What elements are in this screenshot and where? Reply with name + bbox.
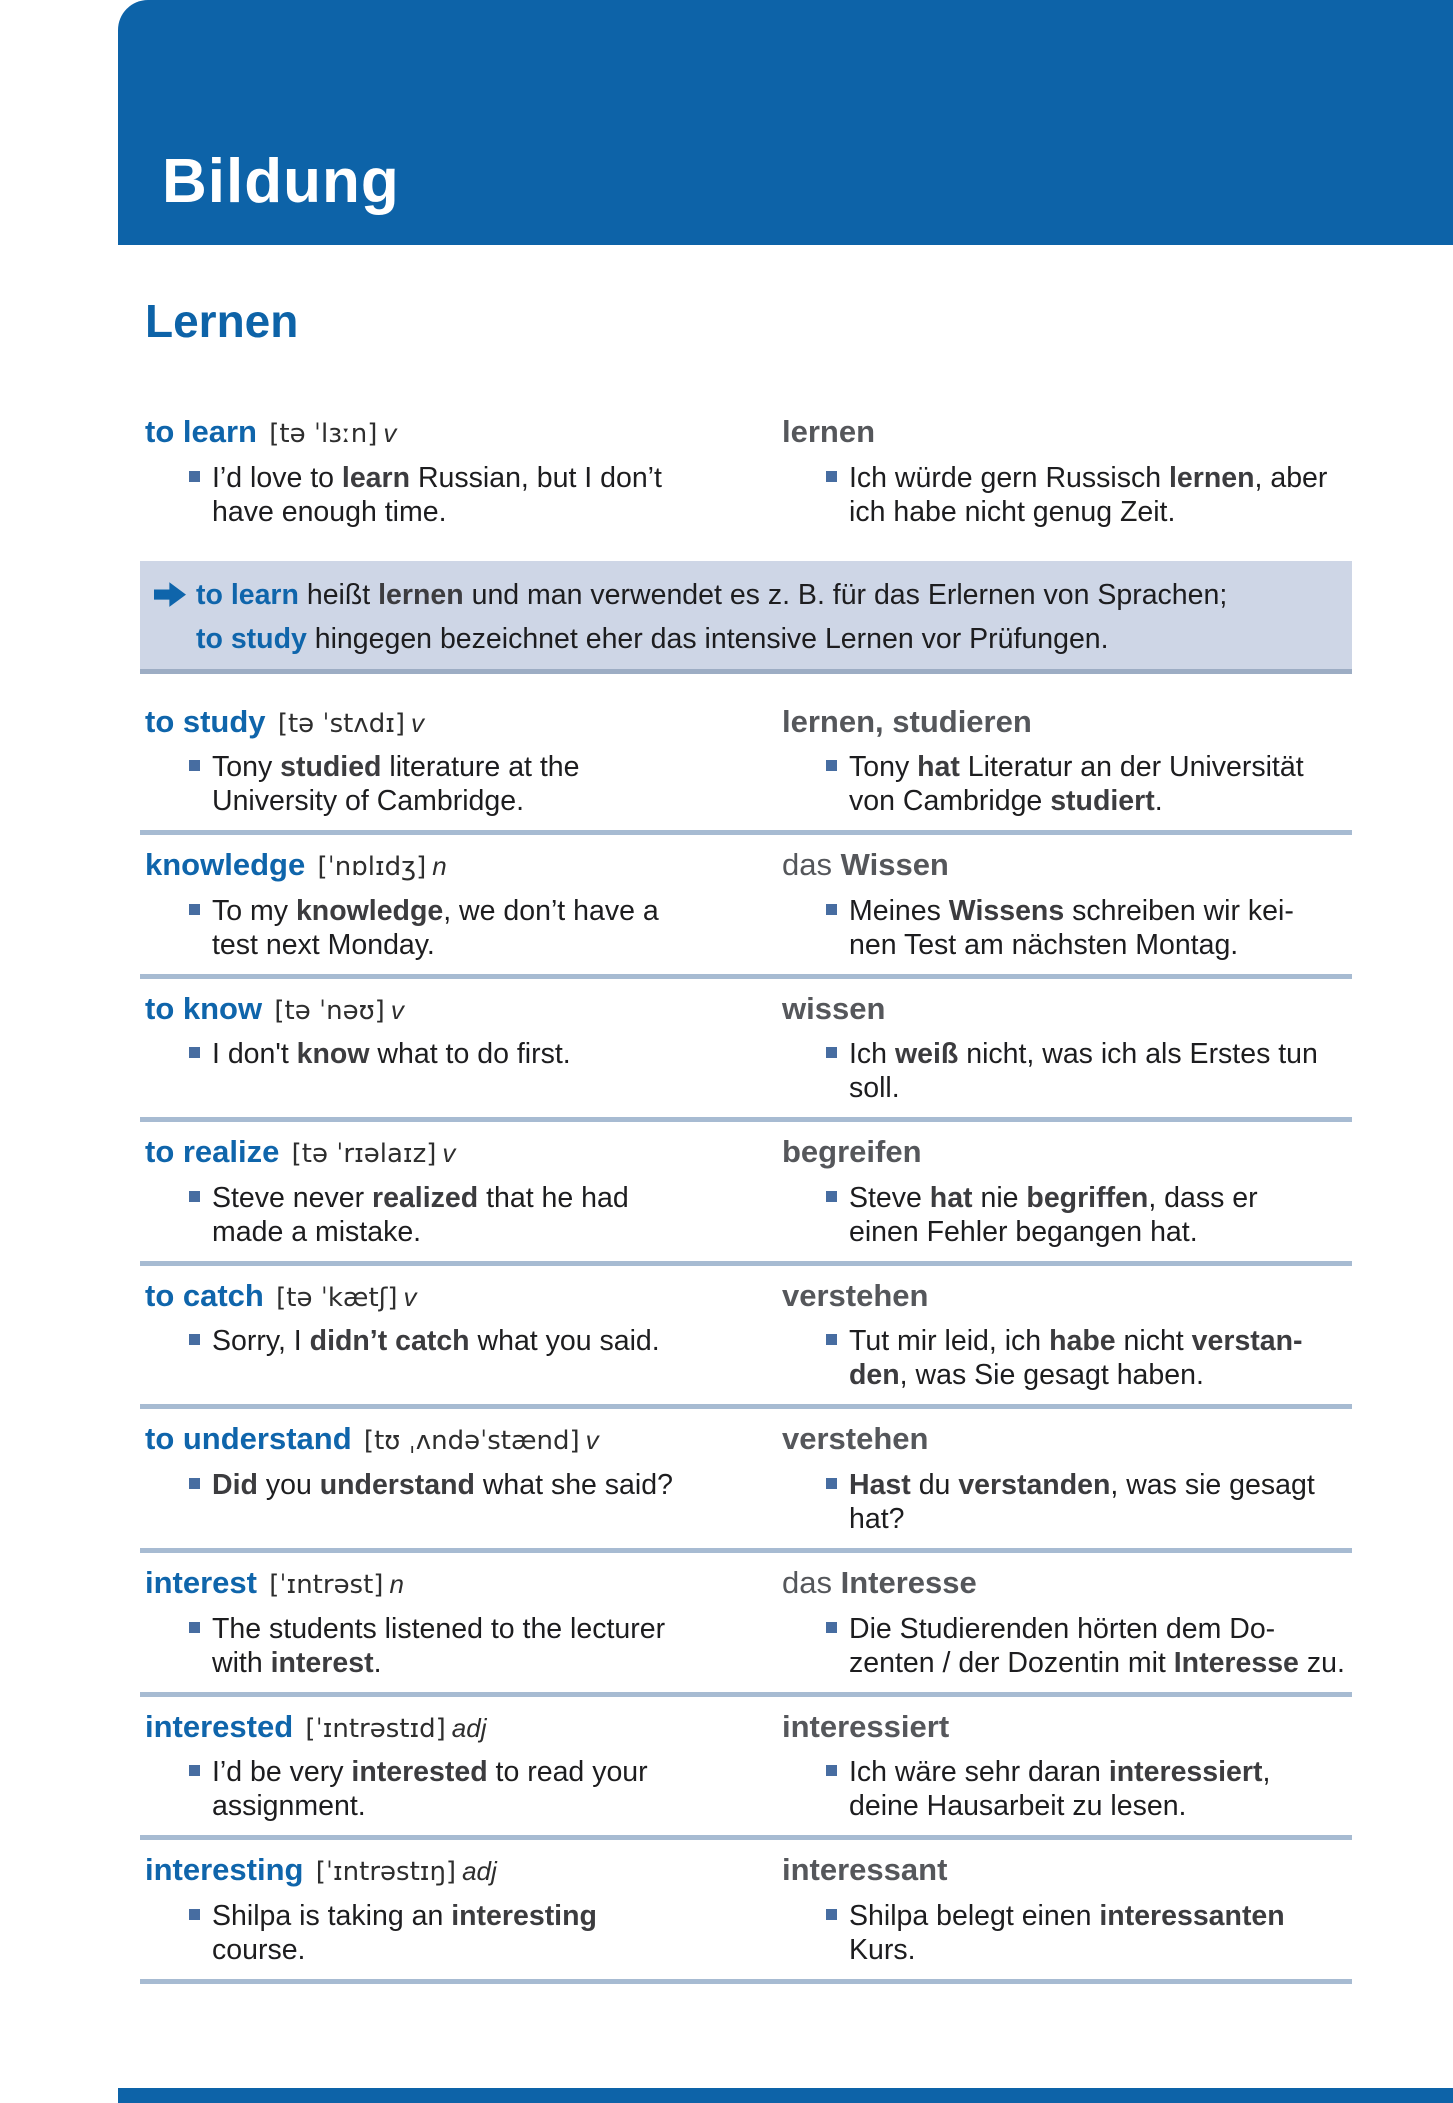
highlighted-word: Did [212,1469,258,1502]
german-example-text [849,1037,1318,1105]
highlighted-word: to learn [196,578,299,611]
german-translation [777,847,1352,884]
english-example [140,1468,715,1502]
german-column [777,1134,1352,1249]
text-segment: course. [212,1933,306,1966]
german-example [777,750,1352,818]
german-translation [777,1278,1352,1315]
german-example-text [849,1755,1270,1823]
part-of-speech: v [383,418,397,448]
highlighted-word: realized [372,1181,479,1214]
german-column [777,1421,1352,1536]
bullet-square-icon [189,1909,200,1920]
english-term: to learn [145,414,257,449]
highlighted-word: interessant [782,1852,948,1888]
text-segment: Sorry, I [212,1325,310,1358]
highlighted-word: interessiert [1108,1756,1263,1789]
text-segment: soll. [849,1072,900,1105]
text-segment: assignment. [212,1790,366,1823]
english-example [140,461,715,529]
text-segment: made a mistake. [212,1215,422,1248]
bullet-square-icon [826,1191,837,1202]
text-segment: , dass er [1148,1181,1258,1214]
entry-divider [140,830,1352,835]
german-example-text [849,1324,1303,1392]
entry-divider [140,1979,1352,1984]
right-arrow-icon [154,581,186,609]
english-column [140,1709,715,1824]
english-term: to know [145,990,263,1026]
highlighted-word: didn’t catch [309,1325,470,1358]
bullet-square-icon [189,1622,200,1633]
german-translation [777,991,1352,1028]
english-term: to realize [145,1134,280,1170]
vocab-entry [140,414,1352,529]
english-headline [140,1709,715,1746]
highlighted-word: weiß [894,1038,959,1071]
text-segment: zenten / der Dozentin mit [849,1646,1174,1679]
english-example [140,894,715,962]
entry-divider [140,1692,1352,1697]
english-example [140,1899,715,1967]
text-segment: Ich [849,1038,895,1071]
text-segment: das [782,1565,841,1601]
text-segment: . [1154,785,1163,818]
ipa-pronunciation: [ˈɪntrəst] [260,1570,384,1601]
english-example-text [212,894,659,962]
highlighted-word: lernen [782,414,876,449]
english-example-text [212,1037,571,1071]
english-headline [140,991,715,1028]
text-segment: nicht, was ich als Erstes tun [958,1038,1318,1071]
english-headline [140,704,715,741]
german-example [777,1755,1352,1823]
text-segment: zu. [1298,1646,1345,1679]
text-segment: , was sie gesagt [1110,1469,1315,1502]
part-of-speech: adj [451,1712,487,1743]
text-segment: du [910,1469,959,1502]
usage-note [140,561,1352,674]
highlighted-word: habe [1049,1325,1116,1358]
english-term: interesting [145,1852,304,1888]
highlighted-word: knowledge [295,894,444,927]
part-of-speech: v [411,707,425,738]
text-segment: . [373,1646,382,1679]
highlighted-word: Wissens [948,894,1065,927]
german-translation [777,1421,1352,1458]
highlighted-word: interessiert [782,1708,950,1744]
text-segment: ich habe nicht genug Zeit. [849,495,1176,528]
bullet-square-icon [189,471,200,482]
text-segment: that he had [478,1181,629,1214]
english-example-text [212,1181,629,1249]
chapter-title: Bildung [162,147,400,216]
entry-divider [140,1835,1352,1840]
highlighted-word: studied [280,751,382,784]
highlighted-word: verstan- [1191,1325,1303,1358]
text-segment: literature at the [381,751,580,784]
text-segment: what you said. [469,1325,660,1358]
german-example-text [849,1899,1285,1967]
bullet-square-icon [826,1047,837,1058]
ipa-pronunciation: [tə ˈstʌdɪ] [269,708,406,739]
text-segment: University of Cambridge. [212,785,525,818]
highlighted-word: Interesse [1173,1646,1299,1679]
german-example [777,1037,1352,1105]
text-segment: schreiben wir kei- [1064,894,1294,927]
bullet-square-icon [826,471,837,482]
english-term: to catch [145,1277,264,1313]
text-segment: das [782,847,841,883]
english-example [140,750,715,818]
highlighted-word: understand [319,1469,475,1502]
highlighted-word: interested [351,1756,488,1789]
german-column [777,1565,1352,1680]
text-segment: , was Sie gesagt haben. [899,1359,1204,1392]
german-translation [777,1852,1352,1889]
german-example-text [849,894,1294,962]
bullet-square-icon [826,904,837,915]
vocab-entry [140,1565,1352,1697]
german-example-text [849,1181,1258,1249]
english-headline [140,1134,715,1171]
highlighted-word: wissen [782,990,886,1026]
english-column [140,847,715,962]
german-example [777,1181,1352,1249]
vocab-list [140,414,1352,1996]
text-segment: The students listened to the lecturer [212,1612,666,1645]
text-segment: heißt [298,578,379,611]
bullet-square-icon [189,760,200,771]
german-example [777,1324,1352,1392]
german-column [777,1709,1352,1824]
bullet-square-icon [189,1191,200,1202]
german-example-text [849,1612,1345,1680]
english-term: to study [145,703,266,739]
text-segment: Russian, but I don’t [410,461,662,494]
english-column [140,1852,715,1967]
highlighted-word: lernen [378,578,464,611]
text-segment: Ich würde gern Russisch [849,461,1169,494]
ipa-pronunciation: [ˈɪntrəstɪd] [297,1713,446,1744]
text-segment: have enough time. [212,495,447,528]
text-segment: nicht [1115,1325,1192,1358]
english-example-text [212,1324,660,1358]
text-segment: with [212,1646,271,1679]
text-segment: hingegen bezeichnet eher das intensive Lernen vor Prüfungen. [306,622,1109,655]
german-example [777,1468,1352,1536]
highlighted-word: studiert [1050,785,1155,818]
highlighted-word: verstehen [782,1277,929,1313]
text-segment: von Cambridge [849,785,1051,818]
german-example-text [849,750,1304,818]
english-headline [140,1421,715,1458]
german-example [777,1899,1352,1967]
text-segment: , aber [1254,461,1328,494]
english-column [140,704,715,819]
entry-divider [140,1548,1352,1553]
german-example [777,1612,1352,1680]
bullet-square-icon [826,760,837,771]
english-column [140,1565,715,1680]
vocab-entry [140,1852,1352,1984]
text-segment: deine Hausarbeit zu lesen. [849,1790,1187,1823]
highlighted-word: Hast [849,1469,911,1502]
german-translation [777,704,1352,741]
text-segment: what she said? [474,1469,673,1502]
german-column [777,847,1352,962]
vocab-entry [140,847,1352,979]
highlighted-word: verstehen [782,1421,929,1457]
vocab-entry [140,991,1352,1123]
highlighted-word: hat [929,1181,973,1214]
entry-divider [140,974,1352,979]
bullet-square-icon [826,1622,837,1633]
highlighted-word: den [849,1359,900,1392]
text-segment: Literatur an der Universität [959,751,1304,784]
english-column [140,1134,715,1249]
english-example [140,1037,715,1071]
entry-divider [140,1117,1352,1122]
text-segment: Ich wäre sehr daran [849,1756,1109,1789]
english-headline [140,1278,715,1315]
bullet-square-icon [189,1478,200,1489]
highlighted-word: begriffen [1026,1181,1149,1214]
english-example [140,1181,715,1249]
text-segment: I don't [212,1038,297,1071]
german-translation [777,414,1352,451]
text-segment: test next Monday. [212,928,435,961]
bullet-square-icon [189,1765,200,1776]
text-segment: Meines [849,894,949,927]
entry-divider [140,1261,1352,1266]
text-segment: I’d be very [212,1756,352,1789]
highlighted-word: Wissen [840,847,949,883]
english-headline [140,847,715,884]
english-example [140,1612,715,1680]
part-of-speech: v [390,994,404,1025]
ipa-pronunciation: [tʊ ˌʌndəˈstænd] [355,1426,580,1457]
highlighted-word: begreifen [782,1134,922,1170]
english-term: to understand [145,1421,352,1457]
german-example [777,894,1352,962]
german-column [777,991,1352,1106]
english-column [140,1421,715,1536]
text-segment: einen Fehler begangen hat. [849,1215,1198,1248]
english-example-text [212,1755,648,1823]
english-example-text [212,750,580,818]
highlighted-word: Interesse [840,1565,977,1601]
text-segment: you [257,1469,320,1502]
english-example [140,1324,715,1358]
highlighted-word: to study [196,622,307,655]
bullet-square-icon [189,904,200,915]
english-column [140,991,715,1106]
text-segment: what to do first. [369,1038,571,1071]
part-of-speech: v [442,1138,456,1169]
bullet-square-icon [826,1909,837,1920]
text-segment: nen Test am nächsten Montag. [849,928,1239,961]
highlighted-word: lernen [1168,461,1255,494]
german-example-text [849,461,1327,529]
ipa-pronunciation: [tə ˈrɪəlaɪz] [283,1139,437,1170]
text-segment: Tony [212,751,281,784]
ipa-pronunciation: [ˈnɒlɪdʒ] [309,852,427,883]
vocab-entry [140,1421,1352,1553]
ipa-pronunciation: [tə ˈlɜːn] [260,419,378,449]
german-column [777,1278,1352,1393]
highlighted-word: interessanten [1099,1899,1285,1932]
text-segment: Steve never [212,1181,373,1214]
english-example-text [212,1468,673,1502]
highlighted-word: hat [917,751,960,784]
bullet-square-icon [826,1478,837,1489]
highlighted-word: verstanden [958,1469,1111,1502]
highlighted-word: interesting [451,1899,597,1932]
english-headline [140,1852,715,1889]
text-segment: Tony [849,751,918,784]
usage-note-text [196,573,1336,661]
english-headline [140,1565,715,1602]
english-example [140,1755,715,1823]
text-segment: Tut mir leid, ich [849,1325,1050,1358]
german-column [777,414,1352,529]
text-segment: Steve [849,1181,930,1214]
ipa-pronunciation: [ˈɪntrəstɪŋ] [307,1857,457,1888]
text-segment: , [1262,1756,1271,1789]
vocab-entry [140,1278,1352,1410]
english-column [140,1278,715,1393]
part-of-speech: v [403,1281,417,1312]
chapter-header [118,0,1453,245]
highlighted-word: know [296,1038,370,1071]
text-segment: hat? [849,1503,905,1536]
german-translation [777,1709,1352,1746]
vocab-entry [140,1709,1352,1841]
entries-before-note [140,414,1352,529]
text-segment: Shilpa belegt einen [849,1899,1100,1932]
english-headline [140,414,715,451]
bullet-square-icon [826,1334,837,1345]
text-segment: Kurs. [849,1933,916,1966]
text-segment: Die Studierenden hörten dem Do- [849,1612,1276,1645]
text-segment: I’d love to [212,461,342,494]
english-term: interested [145,1708,294,1744]
ipa-pronunciation: [tə ˈnəʊ] [266,995,385,1026]
part-of-speech: v [585,1425,599,1456]
german-example [777,461,1352,529]
english-column [140,414,715,529]
highlighted-word: interest [270,1646,374,1679]
bullet-square-icon [826,1765,837,1776]
highlighted-word: learn [341,461,411,494]
part-of-speech: adj [462,1856,497,1887]
entry-divider [140,1404,1352,1409]
vocab-entry [140,704,1352,836]
section-title: Lernen [145,295,299,347]
ipa-pronunciation: [tə ˈkætʃ] [267,1282,398,1313]
text-segment: Shilpa is taking an [212,1899,452,1932]
german-translation [777,1565,1352,1602]
english-term: interest [145,1565,257,1601]
text-segment: To my [212,894,296,927]
bullet-square-icon [189,1334,200,1345]
english-example-text [212,1612,665,1680]
text-segment: , we don’t have a [443,894,659,927]
text-segment: nie [972,1181,1027,1214]
german-translation [777,1134,1352,1171]
bullet-square-icon [189,1047,200,1058]
highlighted-word: lernen, studieren [782,703,1032,739]
english-term: knowledge [145,847,306,883]
english-example-text [212,461,662,529]
vocab-entry [140,1134,1352,1266]
part-of-speech: n [432,851,447,882]
footer-bar [118,2088,1453,2103]
german-example-text [849,1468,1315,1536]
text-segment: to read your [487,1756,648,1789]
german-column [777,704,1352,819]
text-segment: und man verwendet es z. B. für das Erlernen von Sprachen; [463,578,1228,611]
entries-after-note [140,704,1352,1984]
part-of-speech: n [389,1569,404,1600]
english-example-text [212,1899,597,1967]
german-column [777,1852,1352,1967]
